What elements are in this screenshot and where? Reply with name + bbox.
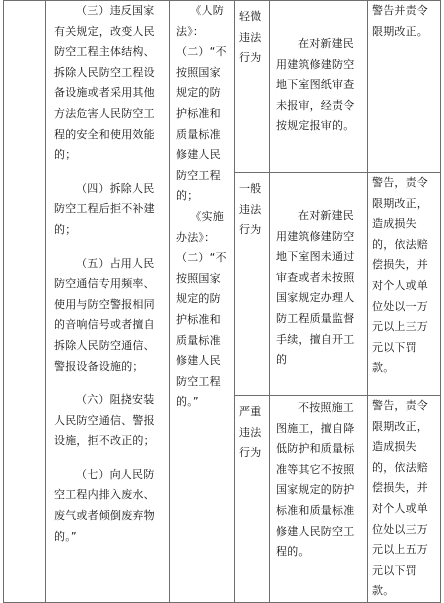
penalty-text: 警告，责令限期改正，造成损失的，依法赔偿损失，并对个人或单位处以三万元以上五万元以下罚款。 (372, 399, 428, 598)
basis-item: 《实施办法》： (176, 209, 224, 244)
act-item: （五）占用人民防空通信专用频率、使用与防空警报相同的音响信号或者擅自拆除人民防空通信、警报设备设施的； (54, 256, 155, 373)
legal-basis-cell (170, 1, 235, 603)
violation-level: 轻微违法行为 (239, 10, 262, 65)
basis-item: （二）“不按照国家规定的防护标准和质量标准修建人民防空工程的； (176, 45, 227, 203)
violation-situation: 在对新建民用建筑修建防空地下室图纸审查未报审，经责令按规定报审的。 (276, 37, 355, 133)
violation-level-cell (235, 1, 270, 173)
violation-acts-cell (46, 1, 170, 603)
penalty-standard-table (3, 0, 441, 603)
act-item: （三）违反国家有关规定，改变人民防空工程主体结构、拆除人民防空工程设备设施或者采用其他方法危害人民防空工程的安全和使用效能的； (54, 4, 155, 162)
blank-cell (4, 1, 46, 603)
situation-cell (270, 396, 368, 603)
basis-item: 《人防法》： (176, 4, 224, 38)
violation-situation: 在对新建民用建筑修建防空地下室图未通过审查或者未按照国家规定办理人防工程质量监督手续，擅自开工的 (276, 209, 355, 367)
violation-level-cell (235, 396, 270, 603)
act-item: （四）拆除人民防空工程后拒不补建的； (54, 181, 155, 236)
basis-item: （二）“不按照国家规定的防护标准和质量标准修建人民防空工程的。” (176, 251, 227, 409)
violation-level: 一般违法行为 (239, 182, 262, 237)
act-item: （七）向人民防空工程内排入废水、废气或者倾倒废弃物的。” (54, 467, 155, 543)
penalty-cell (368, 173, 441, 396)
violation-situation: 不按照施工图施工，擅自降低防护和质量标准等其它不按照国家规定的防护标准和质量标准修建人民防空工程的。 (276, 401, 355, 559)
situation-cell (270, 173, 368, 396)
penalty-cell (368, 396, 441, 603)
table-row (4, 1, 441, 173)
penalty-cell (368, 1, 441, 173)
violation-level: 严重违法行为 (239, 405, 262, 460)
situation-cell (270, 1, 368, 173)
act-item: （六）阻挠安装人民防空通信、警报设施，拒不改正的； (54, 393, 155, 448)
penalty-text: 警告，责令限期改正，造成损失的，依法赔偿损失，并对个人或单位处以一万元以上三万元以下罚款。 (372, 176, 428, 375)
penalty-text: 警告并责令限期改正。 (372, 4, 428, 38)
violation-level-cell (235, 173, 270, 396)
